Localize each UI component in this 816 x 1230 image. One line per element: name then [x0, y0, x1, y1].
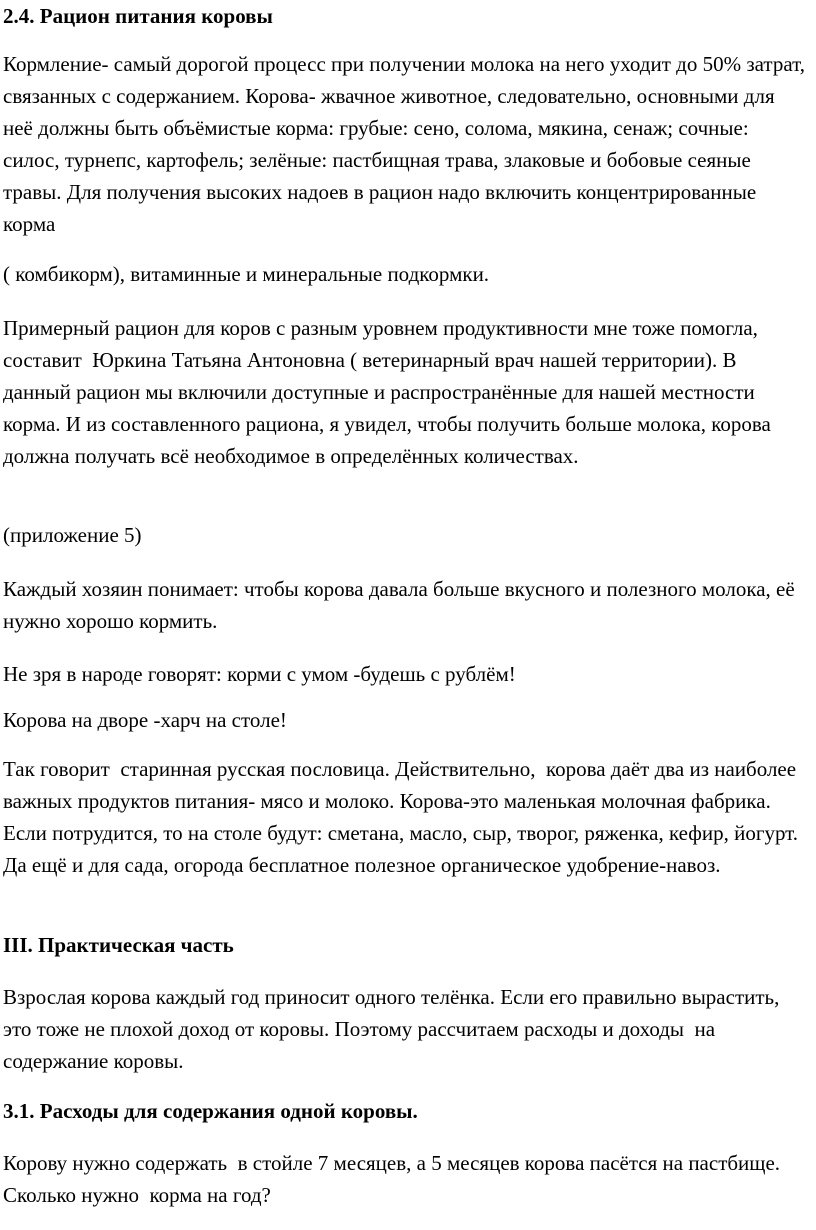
heading-part-3: III. Практическая часть: [3, 933, 234, 957]
paragraph-appendix: (приложение 5): [3, 523, 142, 547]
heading-3-1: 3.1. Расходы для содержания одной коровы.: [3, 1099, 418, 1123]
paragraph-compound-feed: ( комбикорм), витаминные и минеральные подкормки.: [3, 262, 490, 286]
paragraph-ration: Примерный рацион для коров с разным уровнем продуктивности мне тоже помогла, составит Юркина Татьяна Антоновна ( ветеринарный врач нашей территории). В данный рацион мы включили доступные и распространённые для нашей местности корма. И из составленного рациона, я увидел, чтобы получить больше молока, корова должна получать всё необходимое в определённых количествах.: [3, 316, 777, 468]
paragraph-saying-2: Корова на дворе -харч на столе!: [3, 708, 287, 732]
paragraph-calf: Взрослая корова каждый год приносит одного телёнка. Если его правильно вырастить, это тоже не плохой доход от коровы. Поэтому рассчитаем расходы и доходы на содержание коровы.: [3, 985, 785, 1073]
paragraph-owner: Каждый хозяин понимает: чтобы корова давала больше вкусного и полезного молока, её нужно хорошо кормить.: [3, 577, 800, 633]
paragraph-proverb: Так говорит старинная русская пословица. Действительно, корова даёт два из наиболее важных продуктов питания- мясо и молоко. Корова-это маленькая молочная фабрика. Если потрудится, то на столе будут: сметана, масло, сыр, творог, ряженка, кефир, йогурт. Да ещё и для сада, огорода бесплатное полезное органическое удобрение-навоз.: [3, 757, 809, 877]
paragraph-feeding: Кормление- самый дорогой процесс при получении молока на него уходит до 50% затрат, связанных с содержанием. Корова- жвачное животное, следовательно, основными для неё должны быть объёмистые корма: грубые: сено, солома, мякина, сенаж; сочные: силос, турнепс, картофель; зелёные: пастбищная трава, злаковые и бобовые сеяные травы. Для получения высоких надоев в рацион надо включить концентрированные корма: [3, 52, 811, 236]
heading-2-4: 2.4. Рацион питания коровы: [3, 4, 273, 28]
paragraph-saying-1: Не зря в народе говорят: корми с умом -будешь с рублём!: [3, 662, 516, 686]
paragraph-stall: Корову нужно содержать в стойле 7 месяцев, а 5 месяцев корова пасётся на пастбище. Сколько нужно корма на год?: [3, 1151, 786, 1207]
